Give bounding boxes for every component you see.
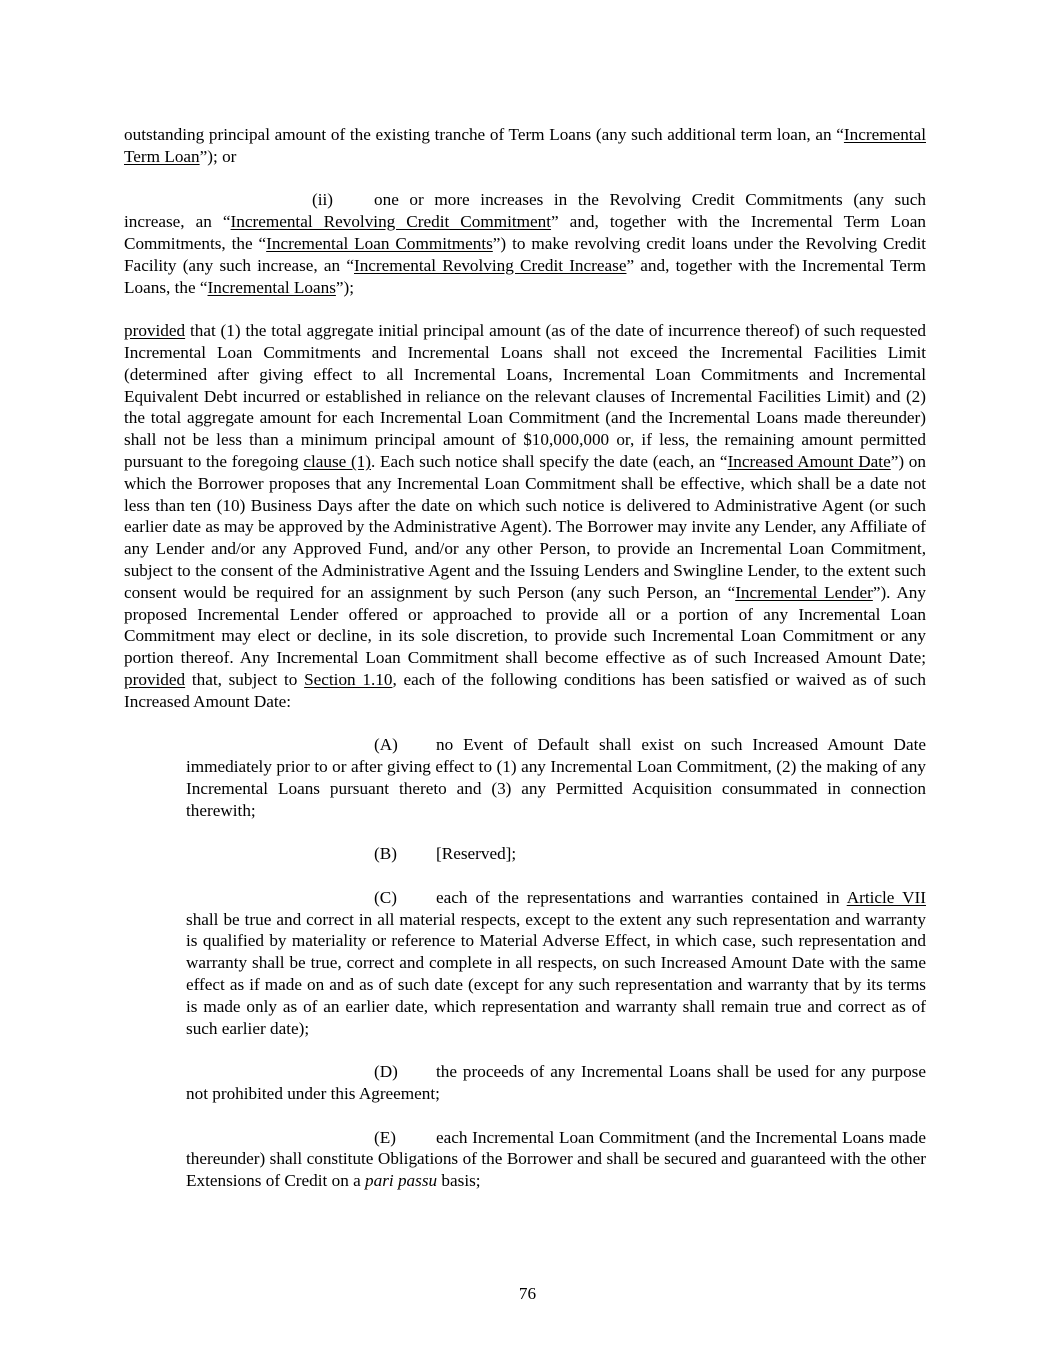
defined-term-incremental-term-loan: Incremental Term Loan xyxy=(124,125,926,166)
clause-c: (C) each of the representations and warranties contained in Article VII shall be true and correct in all material respects, except to the extent any such representation and warranty is qualified by materiality or reference to Material Adverse Effect, in which case, such representation and warranty shall be true, correct and complete in all respects, on such Increased Amount Date with the same effect as if made on and as of such date (except for any such representation and warranty that by its terms is made only as of an earlier date, which representation and warranty shall remain true and correct as of such earlier date); xyxy=(186,887,926,1038)
clause-label: (A) xyxy=(374,735,398,755)
clause-e: (E) each Incremental Loan Commitment (and the Incremental Loans made thereunder) shall constitute Obligations of the Borrower and shall be secured and guaranteed with the other Extensions of Credit on a pari passu basis; xyxy=(186,1127,926,1191)
clause-label: (ii) xyxy=(312,190,333,210)
clause-label: (E) xyxy=(374,1127,396,1147)
defined-term-incremental-loan-commitments: Incremental Loan Commitments xyxy=(266,233,493,253)
defined-term-incremental-lender: Incremental Lender xyxy=(735,582,873,602)
defined-term-incremental-revolving-credit-commitment: Incremental Revolving Credit Commitment xyxy=(230,212,552,232)
pari-passu-term: pari passu xyxy=(365,1171,438,1191)
clause-d: (D) the proceeds of any Incremental Loans shall be used for any purpose not prohibited under this Agreement; xyxy=(186,1062,926,1104)
paragraph-continuation: outstanding principal amount of the existing tranche of Term Loans (any such additional term loan, an “Incremental Term Loan”); or xyxy=(124,125,926,166)
defined-term-incremental-revolving-credit-increase: Incremental Revolving Credit Increase xyxy=(353,255,627,275)
provided-term: provided xyxy=(124,321,186,341)
article-vii-reference: Article VII xyxy=(846,887,926,907)
clause-1-reference: clause (1) xyxy=(303,451,372,471)
clause-label: (C) xyxy=(374,887,397,907)
clause-a: (A) no Event of Default shall exist on such Increased Amount Date immediately prior to or after giving effect to (1) any Incremental Loan Commitment, (2) the making of any Incremental Loans pursuant thereto and (3) any Permitted Acquisition consummated in connection therewith; xyxy=(186,735,926,820)
clause-b: (B) [Reserved]; xyxy=(374,844,517,864)
page-number: 76 xyxy=(518,1284,537,1303)
defined-term-increased-amount-date: Increased Amount Date xyxy=(727,451,891,471)
clause-ii: (ii) one or more increases in the Revolving Credit Commitments (any such increase, an “Incremental Revolving Credit Commitment” and, together with the Incremental Term Loan Commitments, the “Incremental Loan Commitments”) to make revolving credit loans under the Revolving Credit Facility (any such increase, an “Incremental Revolving Credit Increase” and, together with the Incremental Term Loans, the “Incremental Loans”); xyxy=(124,190,927,297)
clause-label: (D) xyxy=(374,1062,398,1082)
document-body xyxy=(124,124,926,1192)
defined-term-incremental-loans: Incremental Loans xyxy=(207,277,336,297)
clause-label: (B) xyxy=(374,844,397,864)
proviso-paragraph: provided that (1) the total aggregate initial principal amount (as of the date of incurrence thereof) of such requested Incremental Loan Commitments and Incremental Loans shall not exceed the Incremental Facilities Limit (determined after giving effect to all Incremental Loans, Incremental Loan Commitments and Incremental Equivalent Debt incurred or established in reliance on the relevant clauses of Incremental Facilities Limit) and (2) the total aggregate amount for each Incremental Loan Commitment (and the Incremental Loans made thereunder) shall not be less than a minimum principal amount of $10,000,000 or, if less, the remaining amount permitted pursuant to the foregoing clause (1). Each such notice shall specify the date (each, an “Increased Amount Date”) on which the Borrower proposes that any Incremental Loan Commitment shall be effective, which shall be a date not less than ten (10) Business Days after the date on which such notice is delivered to Administrative Agent (or such earlier date as may be approved by the Administrative Agent). The Borrower may invite any Lender, any Affiliate of any Lender and/or any Approved Fund, and/or any other Person, to provide an Incremental Loan Commitment, subject to the consent of the Administrative Agent and the Issuing Lenders and Swingline Lender, to the extent such consent would be required for an assignment by such Person (any such Person, an “Incremental Lender”). Any proposed Incremental Lender offered or approached to provide all or a portion of any Incremental Loan Commitment may elect or decline, in its sole discretion, to provide such Incremental Loan Commitment or any portion thereof. Any Incremental Loan Commitment shall become effective as of such Increased Amount Date; provided that, subject to Section 1.10, each of the following conditions has been satisfied or waived as of such Increased Amount Date: xyxy=(124,321,927,711)
section-1-10-reference: Section 1.10 xyxy=(304,669,393,689)
provided-term: provided xyxy=(124,669,186,689)
